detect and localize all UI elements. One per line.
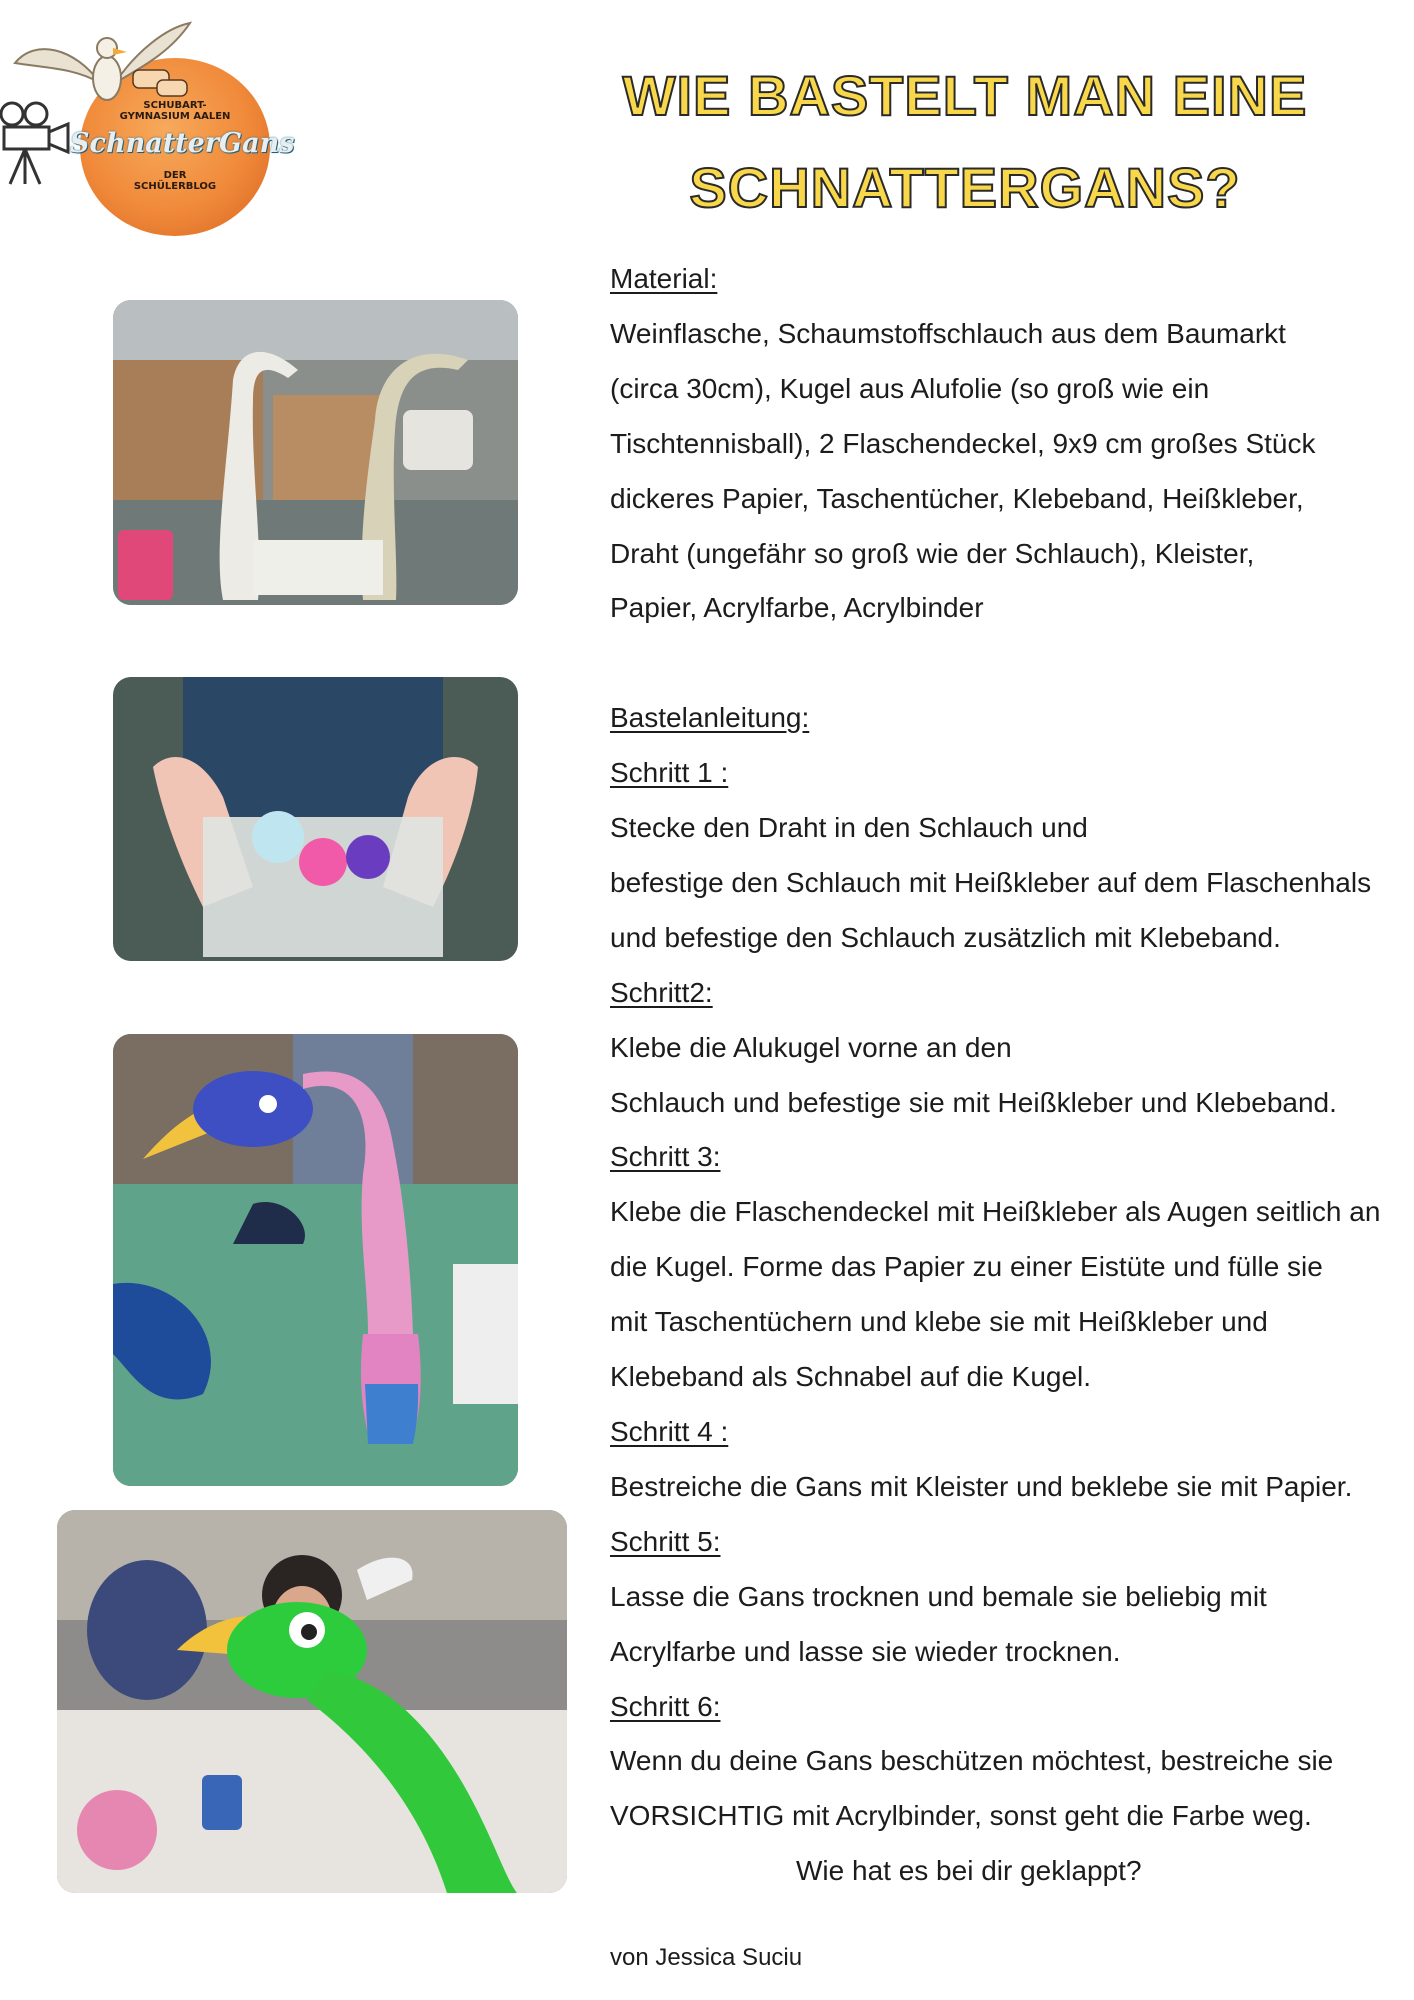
- step-6-label: Schritt 6:: [610, 1690, 721, 1722]
- step-3-line: Klebeband als Schnabel auf die Kugel.: [610, 1361, 1092, 1393]
- material-line: Papier, Acrylfarbe, Acrylbinder: [610, 592, 984, 624]
- logo-subtitle: DER SCHÜLERBLOG: [133, 170, 217, 192]
- material-heading: Material:: [610, 263, 718, 294]
- material-line: Weinflasche, Schaumstoffschlauch aus dem Baumarkt: [610, 317, 1286, 349]
- step-1-line: Stecke den Draht in den Schlauch und: [610, 812, 1088, 844]
- step-2-line: Klebe die Alukugel vorne an den: [610, 1031, 1012, 1063]
- step-3-label: Schritt 3:: [610, 1141, 721, 1173]
- closing-question: Wie hat es bei dir geklappt?: [796, 1855, 1142, 1887]
- photo-green-goose-with-child: [57, 1510, 567, 1893]
- instructions-heading: Bastelanleitung:: [610, 702, 810, 734]
- schnattergans-logo: [0, 0, 295, 250]
- material-line: Tischtennisball), 2 Flaschendeckel, 9x9 cm großes Stück: [610, 427, 1316, 459]
- step-1-label: Schritt 1 :: [610, 757, 729, 789]
- step-4-line: Bestreiche die Gans mit Kleister und beklebe sie mit Papier.: [610, 1470, 1353, 1502]
- step-1-line: und befestige den Schlauch zusätzlich mit Klebeband.: [610, 921, 1281, 953]
- step-6-line: VORSICHTIG mit Acrylbinder, sonst geht die Farbe weg.: [610, 1800, 1312, 1832]
- photo-paint-palette-hands: [113, 677, 518, 961]
- title-line-1: WIE BASTELT MAN EINE: [622, 64, 1308, 127]
- film-camera-icon: [0, 92, 75, 192]
- author-byline: von Jessica Suciu: [610, 1944, 803, 1971]
- material-line: (circa 30cm), Kugel aus Alufolie (so groß wie ein: [610, 372, 1210, 404]
- spacer: [610, 636, 1410, 691]
- step-1-line: befestige den Schlauch mit Heißkleber auf dem Flaschenhals: [610, 866, 1372, 898]
- article-body: [610, 252, 1410, 1899]
- material-line: Draht (ungefähr so groß wie der Schlauch), Kleister,: [610, 537, 1255, 569]
- photo-goose-bodies-on-table: [113, 300, 518, 605]
- title-line-2: SCHNATTERGANS?: [689, 156, 1241, 219]
- logo-brand-name: SchnatterGans: [70, 128, 295, 159]
- step-4-label: Schritt 4 :: [610, 1416, 729, 1448]
- logo-school-name: SCHUBART-GYMNASIUM AALEN: [119, 100, 231, 122]
- step-5-label: Schritt 5:: [610, 1525, 721, 1557]
- step-5-line: Acrylfarbe und lasse sie wieder trocknen.: [610, 1635, 1121, 1667]
- step-2-line: Schlauch und befestige sie mit Heißkleber und Klebeband.: [610, 1086, 1337, 1118]
- step-2-label: Schritt2:: [610, 976, 713, 1008]
- step-5-line: Lasse die Gans trocknen und bemale sie beliebig mit: [610, 1580, 1267, 1612]
- photo-blue-pink-goose: [113, 1034, 518, 1486]
- page-title: [600, 50, 1330, 234]
- step-3-line: Klebe die Flaschendeckel mit Heißkleber als Augen seitlich an: [610, 1196, 1381, 1228]
- step-3-line: die Kugel. Forme das Papier zu einer Eistüte und fülle sie: [610, 1251, 1323, 1283]
- step-6-line: Wenn du deine Gans beschützen möchtest, bestreiche sie: [610, 1745, 1334, 1777]
- step-3-line: mit Taschentüchern und klebe sie mit Heißkleber und: [610, 1306, 1268, 1338]
- material-line: dickeres Papier, Taschentücher, Klebeband, Heißkleber,: [610, 482, 1304, 514]
